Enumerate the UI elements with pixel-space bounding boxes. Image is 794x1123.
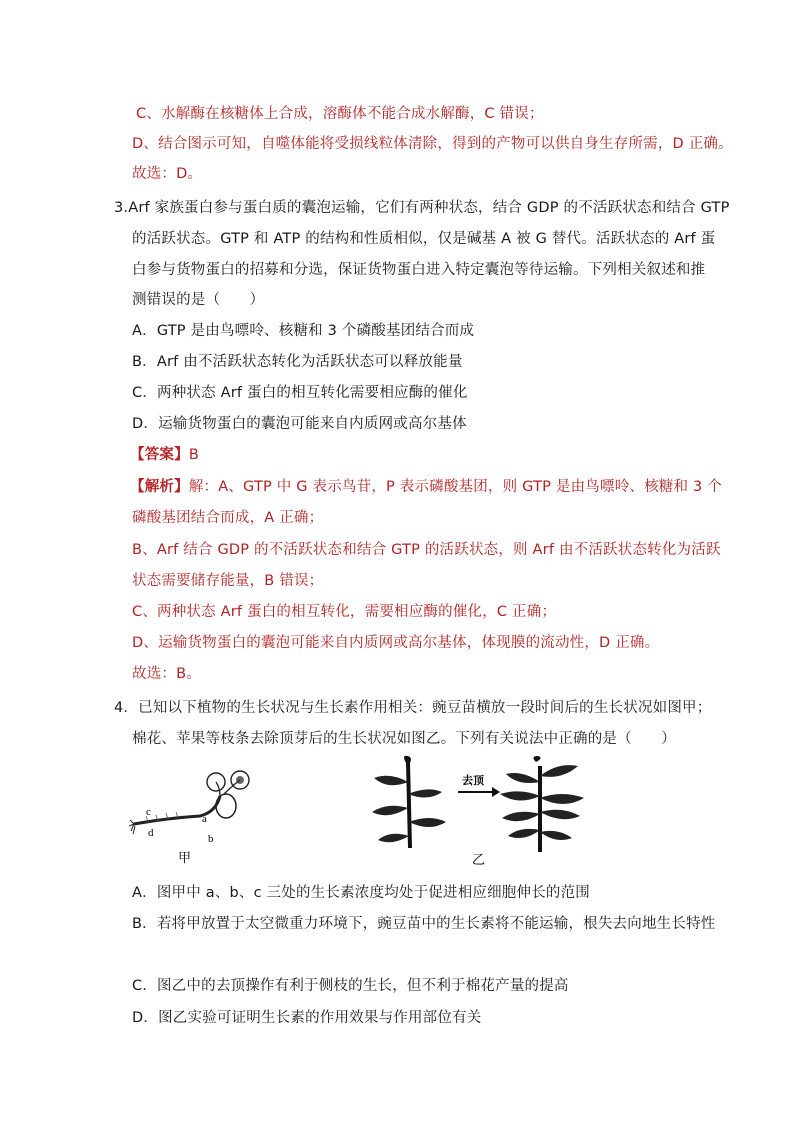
q3-option-b: B．Arf 由不活跃状态转化为活跃状态可以释放能量 xyxy=(132,354,463,370)
answer-value: B xyxy=(188,447,199,463)
q4-stem-line-1: 4．已知以下植物的生长状况与生长素作用相关：豌豆苗横放一段时间后的生长状况如图甲； xyxy=(114,700,712,716)
q4-stem-line-2: 棉花、苹果等枝条去除顶芽后的生长状况如图乙。下列有关说法中正确的是（ ） xyxy=(132,731,676,747)
q3-option-c: C．两种状态 Arf 蛋白的相互转化需要相应酶的催化 xyxy=(132,385,468,401)
answer-tag: 【答案】 xyxy=(130,447,189,463)
q4-option-b: B．若将甲放置于太空微重力环境下，豌豆苗中的生长素将不能运输，根失去向地生长特性 xyxy=(132,916,716,932)
caption-yi: 乙 xyxy=(472,853,486,868)
q3-option-a: A．GTP 是由鸟嘌呤、核糖和 3 个磷酸基团结合而成 xyxy=(132,323,475,339)
q3-analysis-1 xyxy=(130,477,722,497)
q3-analysis-5: C、两种状态 Arf 蛋白的相互转化，需要相应酶的催化，C 正确； xyxy=(132,604,557,620)
analysis-tag: 【解析】 xyxy=(130,479,189,495)
q4-option-a: A．图甲中 a、b、c 三处的生长素浓度均处于促进相应细胞伸长的范围 xyxy=(132,885,590,901)
q3-stem-line-4: 测错误的是（ ） xyxy=(132,292,265,308)
q3-option-d: D．运输货物蛋白的囊泡可能来自内质网或高尔基体 xyxy=(132,416,467,432)
label-b: b xyxy=(208,833,214,845)
prev-conclusion: 故选：D。 xyxy=(132,166,203,182)
branch-pruning-illustration xyxy=(350,752,600,870)
q3-stem-line-2: 的活跃状态。GTP 和 ATP 的结构和性质相似，仅是碱基 A 被 G 替代。活跃状态的 Arf 蛋 xyxy=(132,231,716,247)
label-a: a xyxy=(202,813,207,825)
q3-analysis-6: D、运输货物蛋白的囊泡可能来自内质网或高尔基体，体现膜的流动性，D 正确。 xyxy=(132,635,660,651)
label-c: c xyxy=(146,806,151,818)
analysis-text-1: 解：A、GTP 中 G 表示鸟苷，P 表示磷酸基团，则 GTP 是由鸟嘌呤、核糖和 3 个 xyxy=(188,479,722,495)
q4-option-c: C．图乙中的去顶操作有利于侧枝的生长，但不利于棉花产量的提高 xyxy=(132,978,569,994)
seed-shape xyxy=(216,794,236,818)
prev-explanation-c: C、水解酶在核糖体上合成，溶酶体不能合成水解酶，C 错误； xyxy=(136,106,544,122)
q3-stem-line-3: 白参与货物蛋白的招募和分选，保证货物蛋白进入特定囊泡等待运输。下列相关叙述和推 xyxy=(132,262,706,278)
arrow-label: 去顶 xyxy=(462,774,484,787)
q3-conclusion: 故选：B。 xyxy=(132,666,201,682)
q3-stem-line-1: 3.Arf 家族蛋白参与蛋白质的囊泡运输，它们有两种状态，结合 GDP 的不活跃状态和结合 GTP xyxy=(114,200,730,216)
figure-yi xyxy=(350,752,600,870)
q4-option-d: D．图乙实验可证明生长素的作用效果与作用部位有关 xyxy=(132,1010,482,1026)
plant-after-pruning xyxy=(500,756,584,852)
figure-jia xyxy=(128,760,268,868)
plant-before-pruning xyxy=(372,756,446,848)
pea-seedling-illustration xyxy=(128,760,268,868)
caption-jia: 甲 xyxy=(178,851,192,866)
q3-answer xyxy=(130,445,199,465)
prev-explanation-d: D、结合图示可知，自噬体能将受损线粒体清除，得到的产物可以供自身生存所需，D 正确。 xyxy=(132,136,733,152)
q3-analysis-2: 磷酸基团结合而成，A 正确； xyxy=(132,510,324,526)
label-d: d xyxy=(148,827,154,839)
q3-analysis-4: 状态需要储存能量，B 错误； xyxy=(132,573,324,589)
q3-analysis-3: B、Arf 结合 GDP 的不活跃状态和结合 GTP 的活跃状态，则 Arf 由不活跃状态转化为活跃 xyxy=(132,542,721,558)
